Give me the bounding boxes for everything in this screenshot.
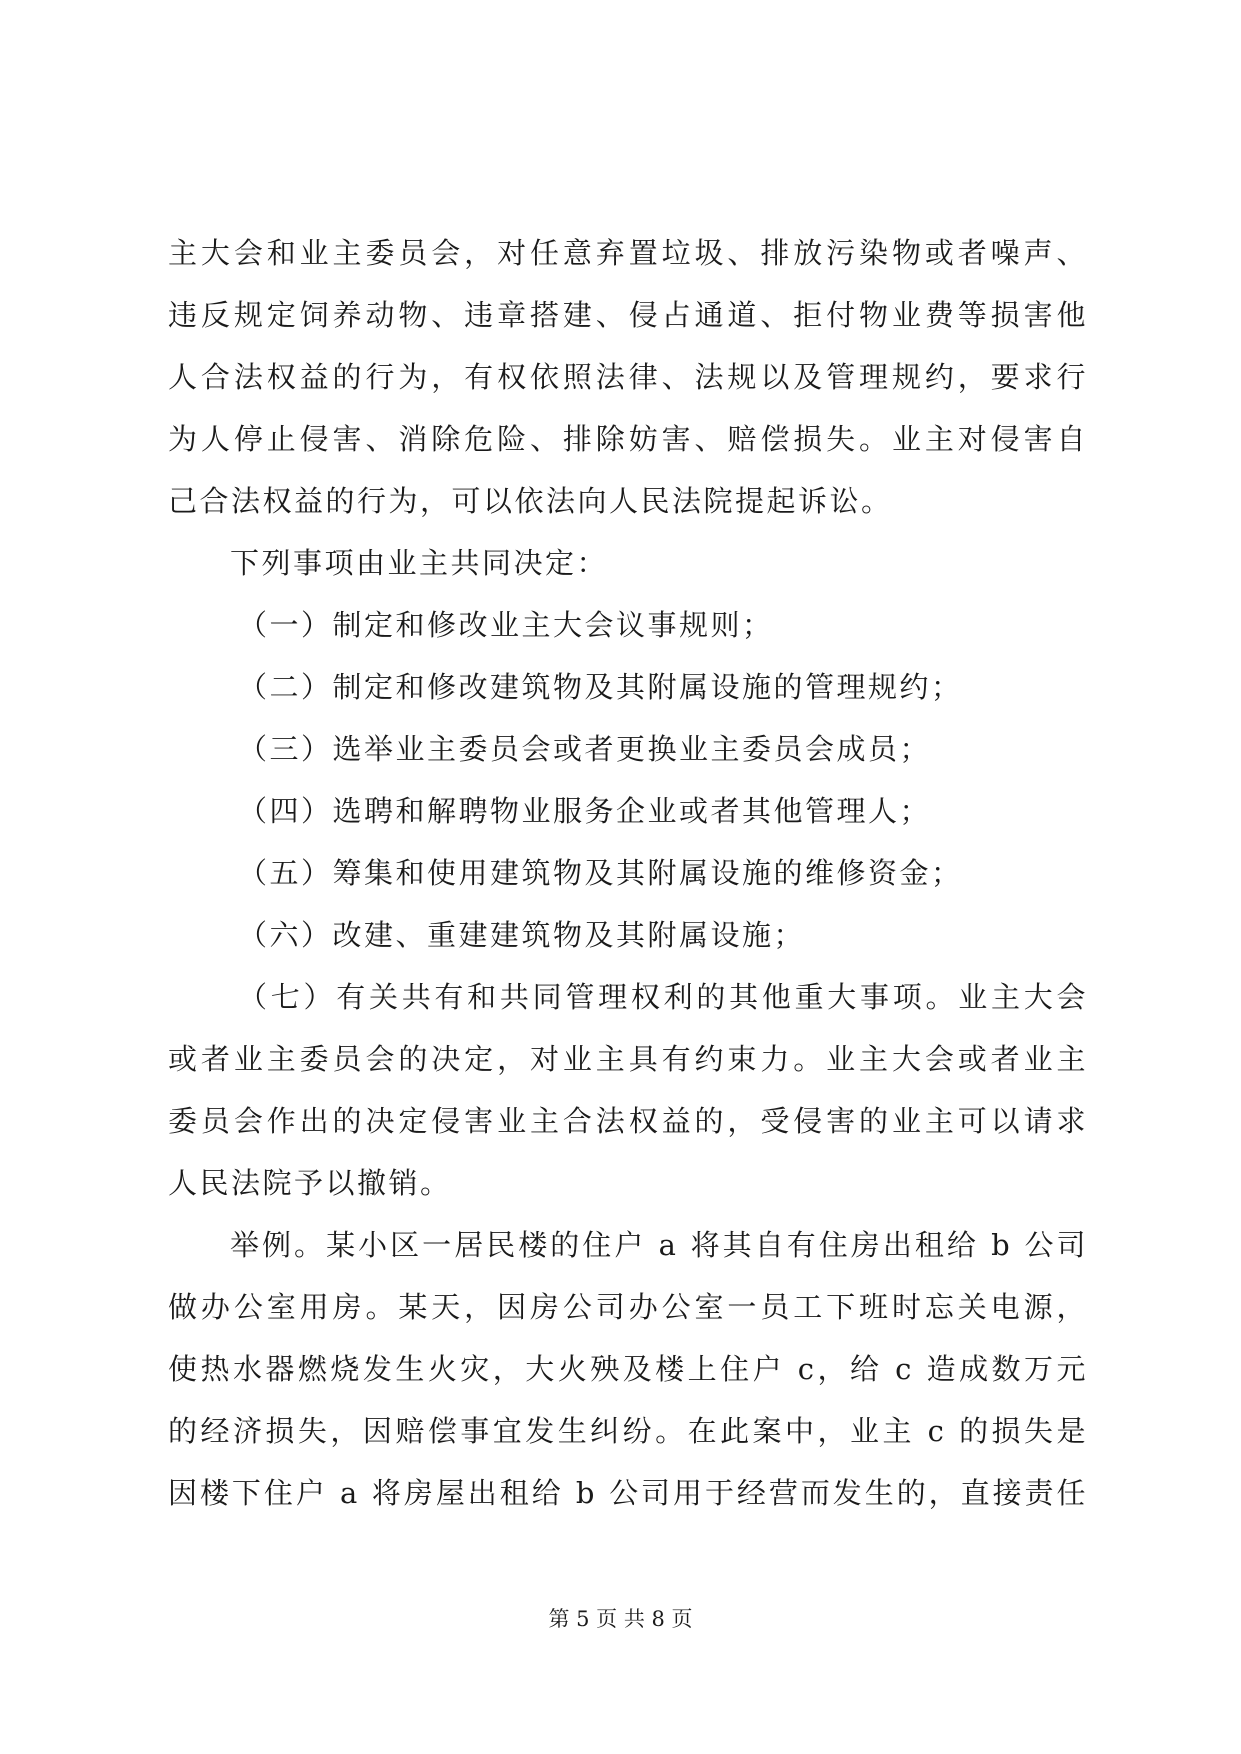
list-item: （五）筹集和使用建筑物及其附属设施的维修资金； [238, 856, 963, 890]
text-line: 为人停止侵害、消除危险、排除妨害、赔偿损失。业主对侵害自 [168, 422, 1088, 456]
text-line: 做办公室用房。某天，因房公司办公室一员工下班时忘关电源， [168, 1290, 1088, 1324]
list-item: （四）选聘和解聘物业服务企业或者其他管理人； [238, 794, 932, 828]
text-line: 违反规定饲养动物、违章搭建、侵占通道、拒付物业费等损害他 [168, 298, 1088, 332]
document-body [168, 222, 1088, 1524]
text-line: 或者业主委员会的决定，对业主具有约束力。业主大会或者业主 [168, 1042, 1088, 1076]
text-line: 主大会和业主委员会，对任意弃置垃圾、排放污染物或者噪声、 [168, 236, 1088, 270]
list-item: （六）改建、重建建筑物及其附属设施； [238, 918, 806, 952]
text-line: 己合法权益的行为，可以依法向人民法院提起诉讼。 [168, 484, 893, 518]
text-line: 人民法院予以撤销。 [168, 1166, 452, 1200]
text-line: 下列事项由业主共同决定： [230, 546, 609, 580]
text-line: 委员会作出的决定侵害业主合法权益的，受侵害的业主可以请求 [168, 1104, 1088, 1138]
text-line: 人合法权益的行为，有权依照法律、法规以及管理规约，要求行 [168, 360, 1088, 394]
text-line: 的经济损失，因赔偿事宜发生纠纷。在此案中，业主 c 的损失是 [168, 1414, 1088, 1448]
list-item: （二）制定和修改建筑物及其附属设施的管理规约； [238, 670, 963, 704]
text-line: 因楼下住户 a 将房屋出租给 b 公司用于经营而发生的，直接责任 [168, 1476, 1088, 1510]
list-item: （七）有关共有和共同管理权利的其他重大事项。业主大会 [238, 980, 1088, 1014]
text-line: 使热水器燃烧发生火灾，大火殃及楼上住户 c，给 c 造成数万元 [168, 1352, 1088, 1386]
list-item: （三）选举业主委员会或者更换业主委员会成员； [238, 732, 932, 766]
list-item: （一）制定和修改业主大会议事规则； [238, 608, 774, 642]
text-line: 举例。某小区一居民楼的住户 a 将其自有住房出租给 b 公司 [230, 1228, 1088, 1262]
page-number: 第 5 页 共 8 页 [548, 1607, 693, 1631]
